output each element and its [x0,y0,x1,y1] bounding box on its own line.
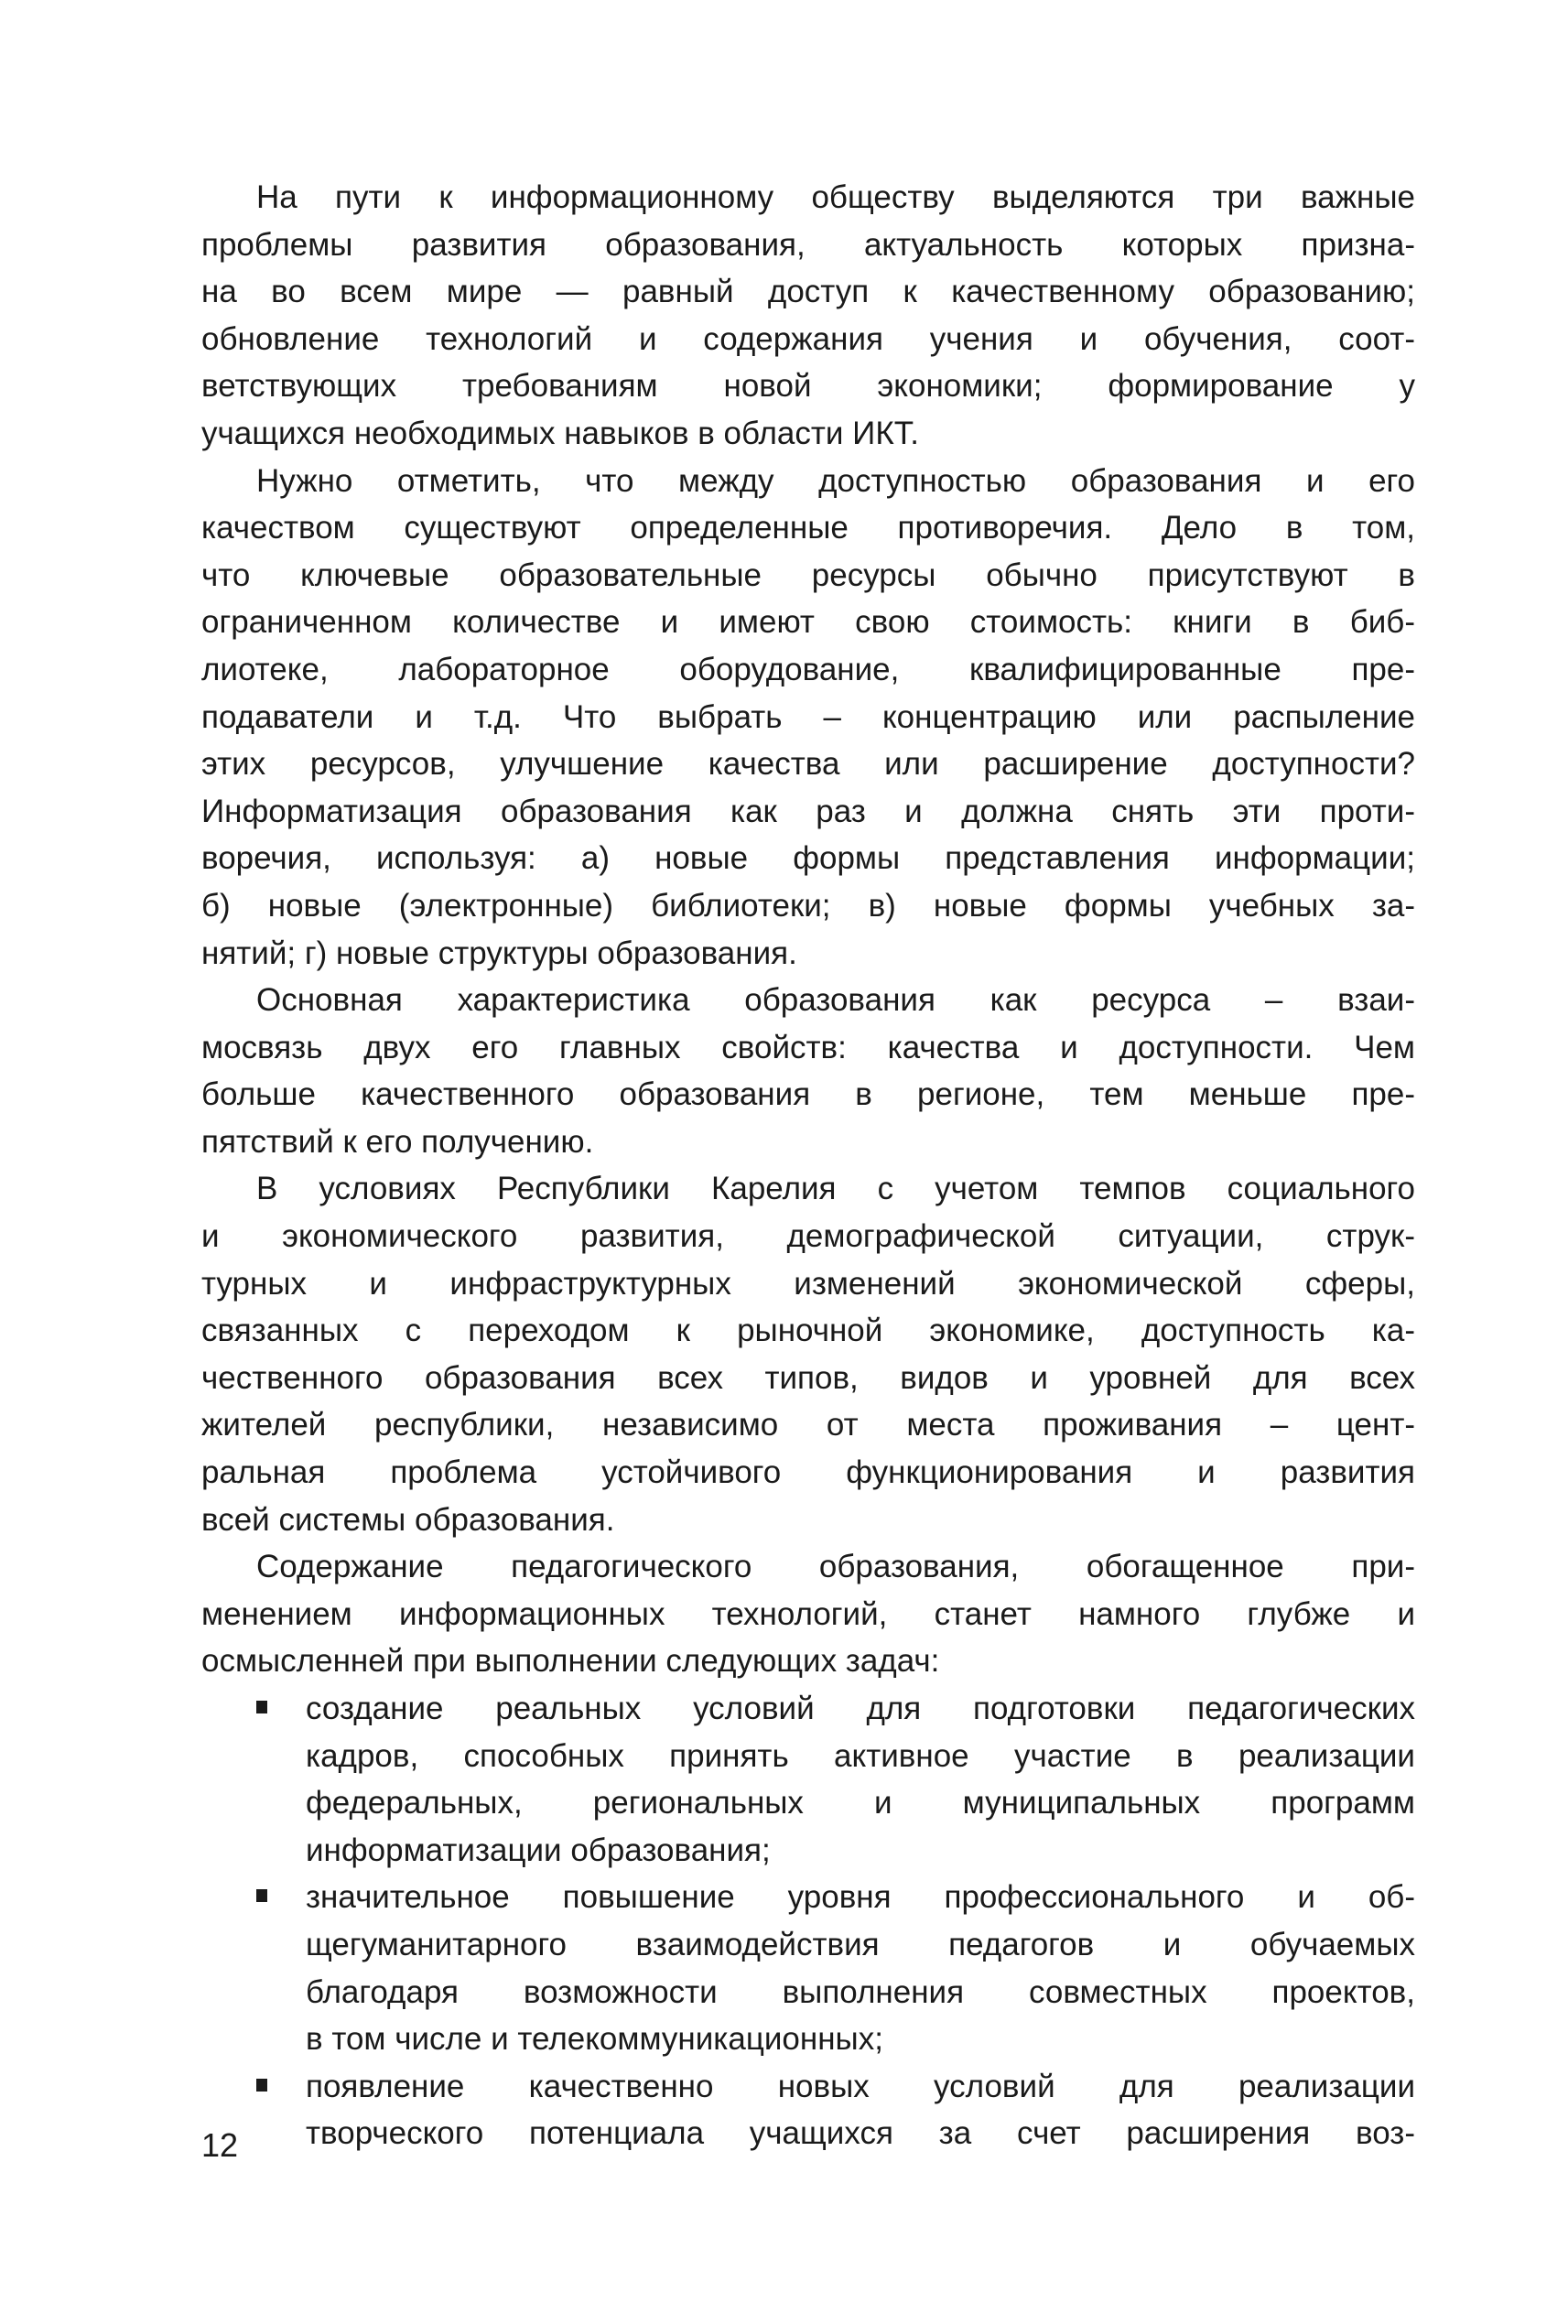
square-bullet-icon [256,2079,267,2092]
text-line: что ключевые образовательные ресурсы обычно присутствуют в [201,557,1415,593]
text-line: В условиях Республики Карелия с учетом темпов социального [256,1171,1415,1207]
text-line: б) новые (электронные) библиотеки; в) новые формы учебных за- [201,887,1415,924]
text-line: создание реальных условий для подготовки педагогических [306,1691,1415,1726]
text-line: всей системы образования. [201,1501,615,1538]
square-bullet-icon [256,1701,267,1713]
paragraph [201,458,1415,978]
paragraph [201,977,1415,1165]
text-line: лиотеке, лабораторное оборудование, квалифицированные пре- [201,651,1415,687]
text-line: кадров, способных принять активное участие в реализации [306,1737,1415,1774]
text-line: менением информационных технологий, станет намного глубже и [201,1595,1415,1632]
text-line: значительное повышение уровня профессионального и об- [306,1879,1415,1916]
text-line: ограниченном количестве и имеют свою стоимость: книги в биб- [201,604,1415,641]
text-line: турных и инфраструктурных изменений экономической сферы, [201,1265,1415,1302]
bullet-list-item [201,1874,1415,2062]
text-line: ветствующих требованиям новой экономики; формирование у [201,368,1415,405]
text-line: учащихся необходимых навыков в области ИКТ. [201,415,919,451]
text-line: Содержание педагогического образования, обогащенное при- [256,1549,1415,1585]
bullet-list-item [201,1685,1415,1874]
text-line: чественного образования всех типов, видов и уровней для всех [201,1359,1415,1396]
text-line: связанных с переходом к рыночной экономике, доступность ка- [201,1313,1415,1349]
text-line: обновление технологий и содержания учения и обучения, соот- [201,320,1415,357]
paragraph [201,1165,1415,1543]
text-line: ральная проблема устойчивого функционирования и развития [201,1454,1415,1491]
text-line: нятий; г) новые структуры образования. [201,935,797,971]
text-line: Основная характеристика образования как ресурса – взаи- [256,982,1415,1019]
paragraph [201,1543,1415,1685]
text-line: проблемы развития образования, актуальность которых призна- [201,226,1415,263]
text-line: больше качественного образования в регионе, тем меньше пре- [201,1076,1415,1113]
text-line: и экономического развития, демографической ситуации, струк- [201,1218,1415,1255]
paragraph [201,174,1415,458]
text-line: жителей республики, независимо от места проживания – цент- [201,1407,1415,1443]
square-bullet-icon [256,1889,267,1902]
text-line: Нужно отметить, что между доступностью образования и его [256,462,1415,499]
text-line: на во всем мире — равный доступ к качественному образованию; [201,274,1415,310]
text-line: мосвязь двух его главных свойств: качества и доступности. Чем [201,1029,1415,1065]
text-line: воречия, используя: а) новые формы представления информации; [201,840,1415,877]
text-line: в том числе и телекоммуникационных; [306,2021,883,2058]
text-line: щегуманитарного взаимодействия педагогов и обучаемых [306,1926,1415,1962]
page-body [201,174,1415,2157]
bullet-list-item [201,2063,1415,2157]
text-line: подаватели и т.д. Что выбрать – концентрацию или распыление [201,698,1415,735]
text-line: На пути к информационному обществу выделяются три важные [256,179,1415,215]
text-line: творческого потенциала учащихся за счет расширения воз- [306,2115,1415,2152]
text-line: благодаря возможности выполнения совместных проектов, [306,1973,1415,2010]
text-line: осмысленней при выполнении следующих задач: [201,1643,940,1680]
text-line: этих ресурсов, улучшение качества или расширение доступности? [201,746,1415,783]
text-line: Информатизация образования как раз и должна снять эти проти- [201,793,1415,829]
text-line: федеральных, региональных и муниципальных программ [306,1785,1415,1821]
page-number: 12 [201,2126,239,2164]
text-line: качеством существуют определенные противоречия. Дело в том, [201,510,1415,546]
text-line: пятствий к его получению. [201,1123,594,1160]
text-line: информатизации образования; [306,1832,771,1868]
text-line: появление качественно новых условий для реализации [306,2068,1415,2104]
